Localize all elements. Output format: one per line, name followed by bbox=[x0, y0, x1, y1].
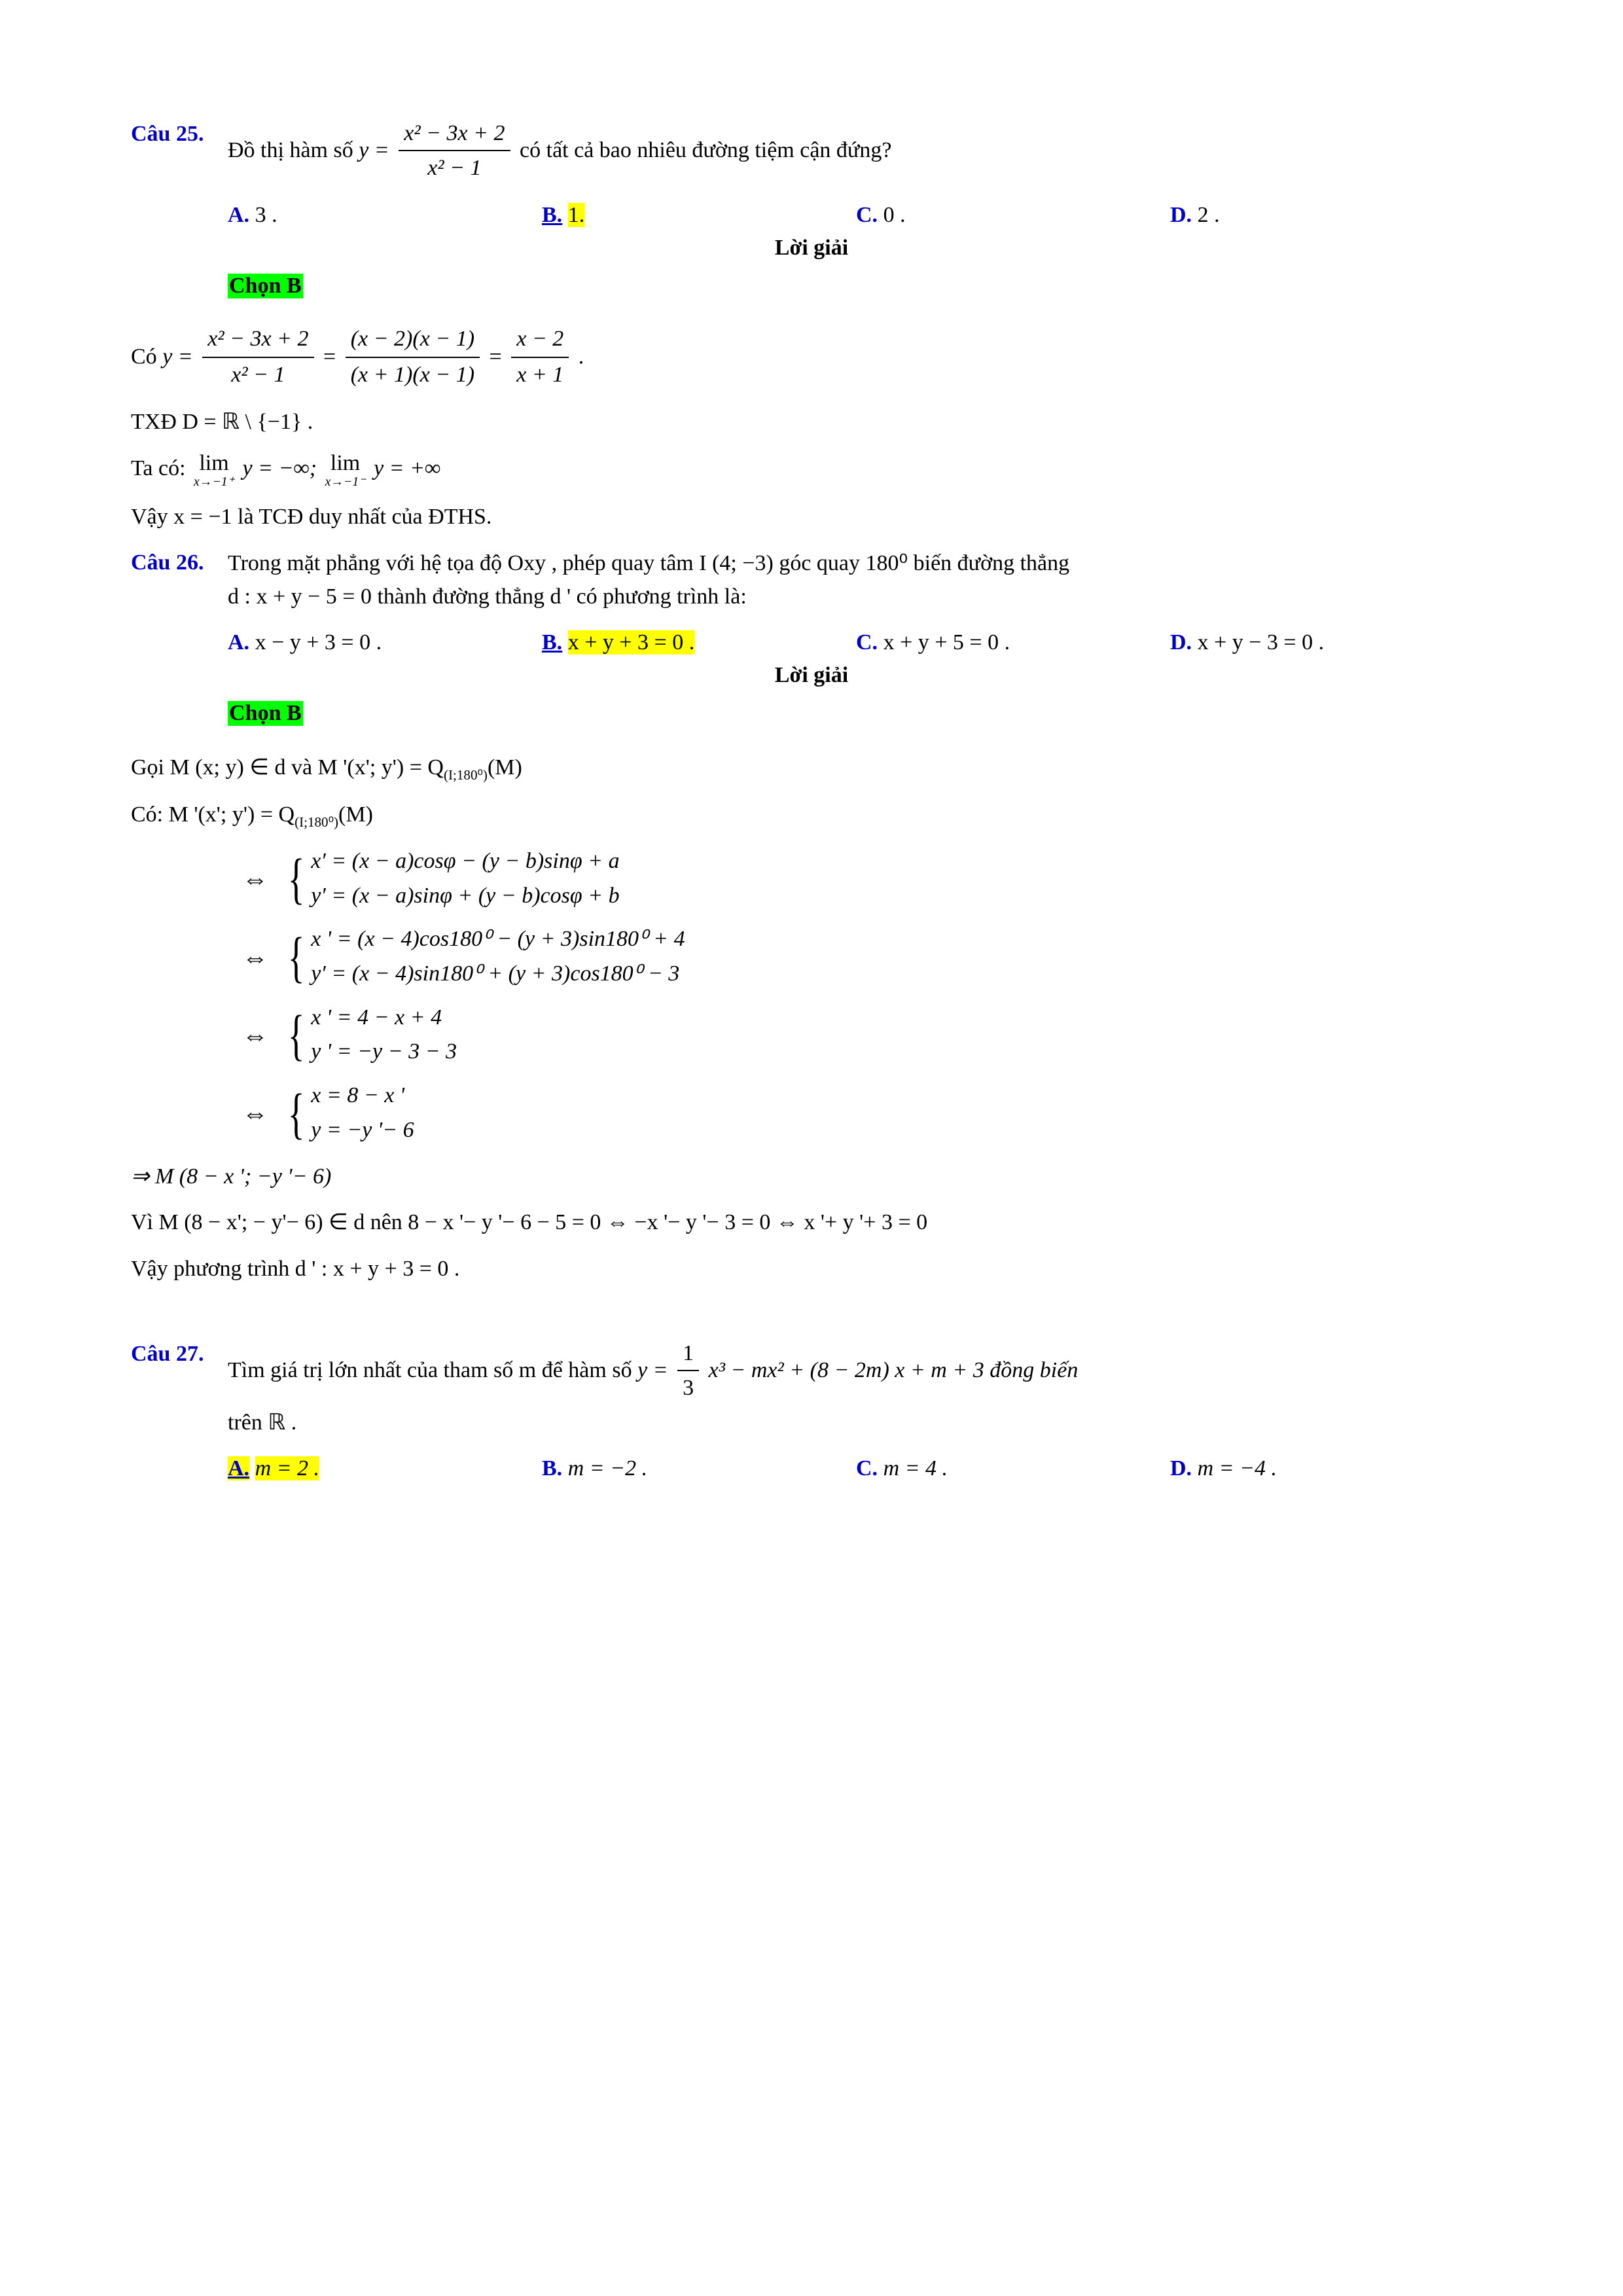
question-26-stem bbox=[228, 547, 1492, 613]
q25-fraction-denominator: x² − 1 bbox=[399, 150, 510, 185]
q26-system-4 bbox=[242, 1079, 1492, 1147]
q25-work-f3-den: x + 1 bbox=[511, 357, 569, 393]
q26-system-3 bbox=[242, 1001, 1492, 1069]
q25-work-fraction-3 bbox=[511, 322, 569, 392]
question-27-stem bbox=[228, 1338, 1492, 1439]
option-d-26-tag: D. bbox=[1170, 630, 1192, 655]
q27-fraction-denominator: 3 bbox=[677, 1370, 699, 1405]
option-c-27-tag: C. bbox=[856, 1456, 878, 1480]
solution-heading-25: Lời giải bbox=[774, 236, 849, 260]
q26-system-1-group bbox=[283, 844, 620, 913]
q25-stem-post: có tất cả bao nhiêu đường tiệm cận đứng? bbox=[520, 137, 892, 162]
question-26-header bbox=[131, 547, 1492, 613]
q27-fraction-numerator: 1 bbox=[683, 1340, 694, 1365]
q26-vi-line: Vì M (8 − x'; − y'− 6) ∈ d nên 8 − x '− y '− 6 − 5 = 0 ⇔ −x '− y '− 3 = 0 ⇔ x '+ y '+ 3 = 0 bbox=[131, 1210, 928, 1235]
q26-goi-end: (M) bbox=[487, 755, 522, 780]
q26-stem-line-1: Trong mặt phẳng với hệ tọa độ Oxy , phép quay tâm I (4; −3) góc quay 180⁰ biến đường thẳng bbox=[228, 551, 1070, 576]
q25-work-fraction-1 bbox=[202, 322, 313, 392]
option-d-25[interactable] bbox=[1170, 203, 1484, 228]
q25-taco-prefix: Ta có: bbox=[131, 456, 186, 481]
q27-stem-y: y = bbox=[637, 1357, 668, 1382]
question-25-label: Câu 25. bbox=[131, 122, 204, 146]
option-d-27-text: m = −4 . bbox=[1197, 1456, 1277, 1480]
q26-system-2 bbox=[242, 922, 1492, 991]
q26-equiv-3: ⇔ bbox=[242, 1020, 268, 1050]
q25-work-fraction-2 bbox=[346, 322, 480, 392]
option-c-27[interactable] bbox=[856, 1456, 1170, 1481]
q25-limit-1-sub: x→−1⁺ bbox=[194, 474, 235, 489]
q25-work-f3-num: x − 2 bbox=[516, 327, 564, 351]
q25-limit-2 bbox=[325, 452, 366, 488]
option-b-27-tag: B. bbox=[542, 1456, 563, 1480]
brace-icon: { bbox=[287, 925, 305, 988]
option-d-25-tag: D. bbox=[1170, 203, 1192, 227]
q26-system-4-rows bbox=[311, 1079, 414, 1147]
q25-conclusion: Vậy x = −1 là TCĐ duy nhất của ĐTHS. bbox=[131, 505, 492, 529]
q26-system-3-group bbox=[283, 1001, 457, 1069]
option-a-25-text: 3 . bbox=[255, 203, 277, 227]
brace-icon: { bbox=[287, 847, 305, 910]
q25-limits-line bbox=[131, 452, 1492, 488]
option-b-27[interactable] bbox=[542, 1456, 856, 1481]
question-25-stem bbox=[228, 118, 1492, 186]
option-d-25-text: 2 . bbox=[1197, 203, 1220, 227]
option-c-27-text: m = 4 . bbox=[883, 1456, 948, 1480]
q25-fraction-numerator: x² − 3x + 2 bbox=[404, 121, 505, 145]
option-b-25[interactable] bbox=[542, 203, 856, 228]
question-25-options bbox=[228, 203, 1492, 228]
q25-work-eq-1: = bbox=[323, 344, 336, 369]
option-a-26-text: x − y + 3 = 0 . bbox=[255, 630, 382, 655]
q27-stem-mid: x³ − mx² + (8 − 2m) x + m + 3 đồng biến bbox=[708, 1357, 1079, 1382]
q26-work-goi bbox=[131, 751, 1492, 785]
q25-work-line-1 bbox=[131, 323, 1492, 393]
brace-icon: { bbox=[287, 1081, 305, 1145]
brace-icon: { bbox=[287, 1003, 305, 1067]
option-b-25-text: 1. bbox=[567, 203, 585, 227]
option-c-26-text: x + y + 5 = 0 . bbox=[883, 630, 1010, 655]
q25-work-f1-den: x² − 1 bbox=[202, 357, 313, 393]
q25-stem-fraction bbox=[399, 117, 510, 185]
q25-work-dot: . bbox=[578, 344, 584, 369]
option-b-26[interactable] bbox=[542, 630, 856, 655]
q26-system-3-rows bbox=[311, 1001, 457, 1069]
q25-stem-pre: Đồ thị hàm số bbox=[228, 137, 353, 162]
option-a-27-text: m = 2 . bbox=[255, 1456, 320, 1480]
q25-work-f2-den: (x + 1)(x − 1) bbox=[346, 357, 480, 393]
q26-sys2-row1: x ' = (x − 4)cos180⁰ − (y + 3)sin180⁰ + 4 bbox=[311, 927, 685, 952]
option-d-27-tag: D. bbox=[1170, 1456, 1192, 1480]
q26-co-text: Có: M '(x'; y') = Q bbox=[131, 802, 295, 827]
option-b-26-tag: B. bbox=[542, 630, 563, 655]
q25-co-label: Có bbox=[131, 344, 157, 369]
chosen-answer-25: Chọn B bbox=[229, 274, 302, 298]
question-block-25 bbox=[131, 118, 1492, 535]
option-a-25[interactable] bbox=[228, 203, 542, 228]
option-c-26[interactable] bbox=[856, 630, 1170, 655]
q26-equiv-2: ⇔ bbox=[242, 942, 268, 972]
option-a-25-tag: A. bbox=[228, 203, 250, 227]
option-c-26-tag: C. bbox=[856, 630, 878, 655]
question-block-26 bbox=[131, 547, 1492, 1286]
q25-work-eq-2: = bbox=[489, 344, 502, 369]
q26-implies-line: ⇒ M (8 − x '; −y '− 6) bbox=[131, 1164, 332, 1189]
q26-sys3-row1: x ' = 4 − x + 4 bbox=[311, 1005, 442, 1030]
q26-co-end: (M) bbox=[338, 802, 373, 827]
question-25-header bbox=[131, 118, 1492, 186]
option-a-26[interactable] bbox=[228, 630, 542, 655]
q25-limit-1-value: y = −∞; bbox=[242, 456, 317, 481]
question-27-options bbox=[228, 1456, 1492, 1481]
q26-sys4-row1: x = 8 − x ' bbox=[311, 1083, 405, 1108]
q26-system-1 bbox=[242, 844, 1492, 913]
option-a-27[interactable] bbox=[228, 1456, 542, 1481]
q25-limit-1 bbox=[194, 452, 234, 488]
option-d-27[interactable] bbox=[1170, 1456, 1484, 1481]
option-b-25-tag: B. bbox=[542, 203, 563, 227]
answer-choice-26-wrapper bbox=[228, 698, 1492, 739]
q25-limit-2-sub: x→−1⁻ bbox=[325, 474, 366, 489]
q26-sys1-row1: x′ = (x − a)cosφ − (y − b)sinφ + a bbox=[311, 849, 620, 874]
q25-limit-2-op: lim bbox=[330, 451, 361, 476]
q26-sys4-row2: y = −y '− 6 bbox=[311, 1117, 414, 1142]
option-c-25-tag: C. bbox=[856, 203, 878, 227]
q26-system-2-rows bbox=[311, 922, 685, 991]
q26-work-co bbox=[131, 798, 1492, 833]
option-a-27-tag: A. bbox=[228, 1456, 250, 1480]
q26-system-2-group bbox=[283, 922, 685, 991]
question-block-27 bbox=[131, 1338, 1492, 1481]
q26-co-subscript: (I;180⁰) bbox=[294, 814, 339, 830]
q25-work-f1-num: x² − 3x + 2 bbox=[207, 327, 309, 351]
q26-sys2-row2: y′ = (x − 4)sin180⁰ + (y + 3)cos180⁰ − 3 bbox=[311, 961, 680, 986]
option-b-27-text: m = −2 . bbox=[567, 1456, 648, 1480]
q26-sys3-row2: y ' = −y − 3 − 3 bbox=[311, 1039, 457, 1064]
solution-heading-26: Lời giải bbox=[774, 663, 849, 688]
answer-choice-25-wrapper bbox=[228, 271, 1492, 312]
q27-stem-pre: Tìm giá trị lớn nhất của tham số m để hàm số bbox=[228, 1357, 632, 1382]
q26-system-1-rows bbox=[311, 844, 619, 913]
q27-stem-fraction bbox=[677, 1336, 699, 1405]
q25-stem-y: y = bbox=[359, 137, 389, 162]
question-26-label: Câu 26. bbox=[131, 550, 204, 575]
chosen-answer-26: Chọn B bbox=[229, 701, 302, 726]
q26-sys1-row2: y′ = (x − a)sinφ + (y − b)cosφ + b bbox=[311, 883, 620, 908]
q25-limit-2-value: y = +∞ bbox=[374, 456, 441, 481]
option-a-26-tag: A. bbox=[228, 630, 250, 655]
q26-equiv-1: ⇔ bbox=[242, 864, 268, 894]
q26-goi-text: Gọi M (x; y) ∈ d và M '(x'; y') = Q bbox=[131, 755, 444, 780]
question-26-options bbox=[228, 630, 1492, 655]
question-27-header bbox=[131, 1338, 1492, 1439]
option-c-25-text: 0 . bbox=[883, 203, 906, 227]
q27-stem-line-2: trên ℝ . bbox=[228, 1410, 297, 1435]
q25-domain-line: TXĐ D = ℝ \ {−1} . bbox=[131, 410, 313, 435]
option-d-26[interactable] bbox=[1170, 630, 1484, 655]
q26-equiv-4: ⇔ bbox=[242, 1098, 268, 1128]
question-27-label: Câu 27. bbox=[131, 1341, 204, 1366]
q26-stem-line-2: d : x + y − 5 = 0 thành đường thẳng d ' có phương trình là: bbox=[228, 584, 747, 609]
q26-conclusion: Vậy phương trình d ' : x + y + 3 = 0 . bbox=[131, 1256, 460, 1281]
option-d-26-text: x + y − 3 = 0 . bbox=[1197, 630, 1325, 655]
option-c-25[interactable] bbox=[856, 203, 1170, 228]
q26-goi-subscript: (I;180⁰) bbox=[443, 766, 488, 783]
q25-co-y: y = bbox=[162, 344, 193, 369]
option-b-26-text: x + y + 3 = 0 . bbox=[567, 630, 695, 655]
q26-system-4-group bbox=[283, 1079, 414, 1147]
q25-work-f2-num: (x − 2)(x − 1) bbox=[350, 327, 475, 351]
q25-limit-1-op: lim bbox=[199, 451, 229, 476]
spacer bbox=[131, 1299, 1492, 1338]
